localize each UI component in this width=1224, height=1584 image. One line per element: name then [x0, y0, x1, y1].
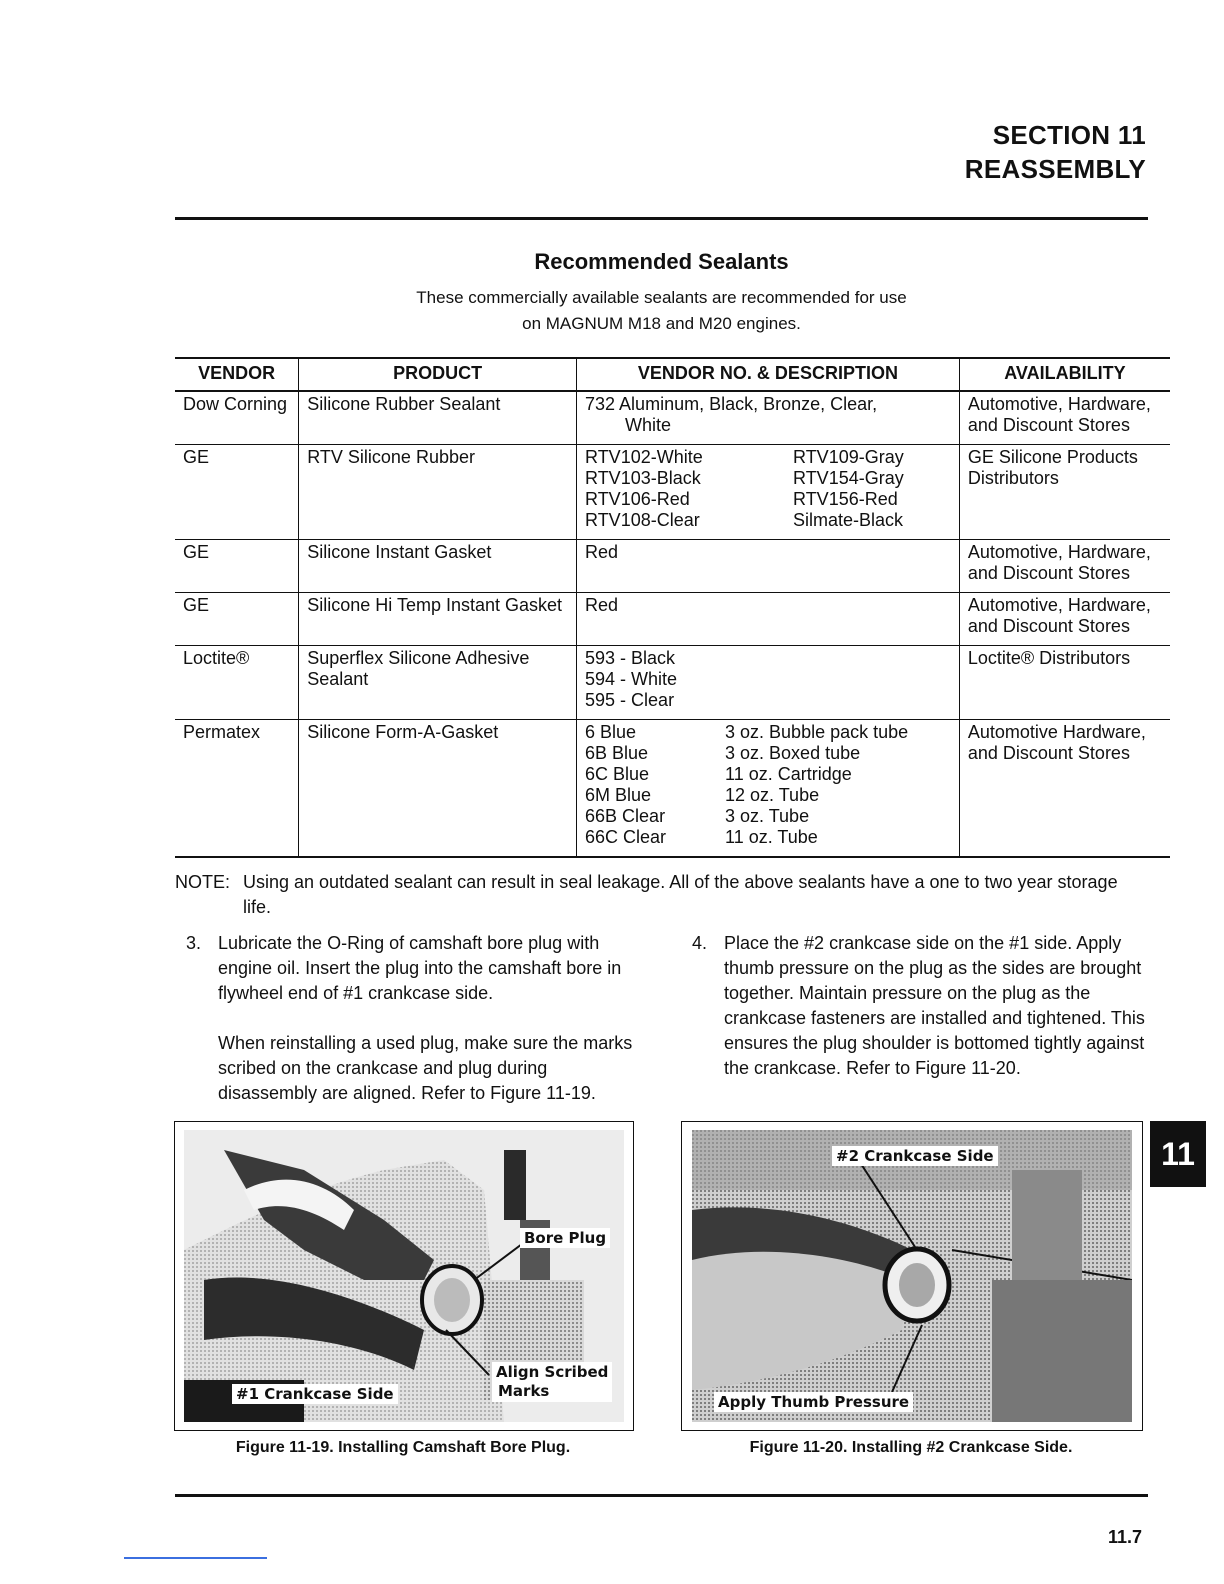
- section-title: REASSEMBLY: [964, 154, 1146, 184]
- column-header-description: VENDOR NO. & DESCRIPTION: [577, 358, 960, 391]
- table-row: [175, 445, 1170, 540]
- availability-cell: Automotive, Hardware, and Discount Stores: [959, 391, 1170, 445]
- product-cell: Silicone Hi Temp Instant Gasket: [299, 593, 577, 646]
- description-cell: RTV102-White RTV109-Gray RTV103-Black RTV154-Gray RTV106-Red RTV156-Red RTV108-Clear Silmate-Black: [577, 445, 960, 540]
- table-row: [175, 720, 1170, 858]
- edge-mark: [124, 1557, 267, 1559]
- step-paragraph: When reinstalling a used plug, make sure the marks scribed on the crankcase and plug during disassembly are aligned. Refer to Figure 11-19.: [218, 1033, 633, 1103]
- label-thumb-pressure: Apply Thumb Pressure: [714, 1392, 913, 1412]
- table-header-row: [175, 358, 1170, 391]
- sealants-table: [175, 357, 1170, 858]
- section-heading: [965, 118, 1146, 186]
- figure-caption: Figure 11-20. Installing #2 Crankcase Side.: [749, 1439, 1073, 1456]
- product-cell: Silicone Instant Gasket: [299, 540, 577, 593]
- availability-cell: Automotive, Hardware, and Discount Stores: [959, 593, 1170, 646]
- vendor-cell: GE: [175, 540, 299, 593]
- footer-rule: [175, 1494, 1148, 1497]
- table-row: [175, 540, 1170, 593]
- step-3: [186, 931, 636, 1106]
- section-number: SECTION 11: [992, 120, 1146, 150]
- vendor-cell: Dow Corning: [175, 391, 299, 445]
- availability-cell: Automotive, Hardware, and Discount Stores: [959, 540, 1170, 593]
- note-label: NOTE:: [175, 872, 231, 892]
- vendor-cell: Loctite®: [175, 646, 299, 720]
- product-cell: Silicone Form-A-Gasket: [299, 720, 577, 858]
- table-intro: These commercially available sealants are recommended for use on MAGNUM M18 and M20 engines.: [416, 288, 907, 333]
- description-cell: Red: [577, 540, 960, 593]
- header-rule: [175, 217, 1148, 220]
- column-header-availability: AVAILABILITY: [959, 358, 1170, 391]
- product-cell: RTV Silicone Rubber: [299, 445, 577, 540]
- page-number: 11.7: [1107, 1527, 1142, 1547]
- description-cell: 6 Blue 3 oz. Bubble pack tube 6B Blue 3 oz. Boxed tube 6C Blue 11 oz. Cartridge 6M Blue 12 oz. Tube 66B Clear 3 oz. Tube 66C Clear 11 oz. Tube: [577, 720, 960, 858]
- availability-cell: Automotive Hardware, and Discount Stores: [959, 720, 1170, 858]
- product-cell: Superflex Silicone Adhesive Sealant: [299, 646, 577, 720]
- column-header-product: PRODUCT: [299, 358, 577, 391]
- description-cell: 732 Aluminum, Black, Bronze, Clear, White: [577, 391, 960, 445]
- step-4: [692, 931, 1152, 1081]
- figure-caption: Figure 11-19. Installing Camshaft Bore Plug.: [235, 1439, 571, 1456]
- figure-11-20: [681, 1121, 1143, 1431]
- step-paragraph: Place the #2 crankcase side on the #1 side. Apply thumb pressure on the plug as the sides are brought together. Maintain pressure on the plug as the crankcase fasteners are installed and tightened. This ensures the plug shoulder is bottomed tightly against the crankcase. Refer to Figure 11-20.: [724, 933, 1145, 1078]
- step-number: 4.: [692, 933, 708, 953]
- availability-cell: GE Silicone Products Distributors: [959, 445, 1170, 540]
- table-row: [175, 593, 1170, 646]
- availability-cell: Loctite® Distributors: [959, 646, 1170, 720]
- description-cell: 593 - Black 594 - White 595 - Clear: [577, 646, 960, 720]
- step-number: 3.: [186, 933, 202, 953]
- table-row: [175, 391, 1170, 445]
- column-header-vendor: VENDOR: [175, 358, 299, 391]
- table-row: [175, 646, 1170, 720]
- vendor-cell: GE: [175, 445, 299, 540]
- storage-note: [175, 870, 1135, 920]
- vendor-cell: Permatex: [175, 720, 299, 858]
- figure-photo: [184, 1130, 624, 1422]
- section-tab-marker: 11: [1150, 1121, 1206, 1187]
- note-text: Using an outdated sealant can result in seal leakage. All of the above sealants have a one to two year storage life.: [243, 872, 1118, 917]
- label-align-marks: Align Scribed Marks: [492, 1362, 612, 1402]
- label-crankcase-2: #2 Crankcase Side: [832, 1146, 998, 1166]
- product-cell: Silicone Rubber Sealant: [299, 391, 577, 445]
- description-cell: Red: [577, 593, 960, 646]
- figure-11-19: [174, 1121, 634, 1431]
- step-paragraph: Lubricate the O-Ring of camshaft bore plug with engine oil. Insert the plug into the camshaft bore in flywheel end of #1 crankcase side.: [218, 933, 622, 1003]
- label-bore-plug: Bore Plug: [520, 1228, 610, 1248]
- table-title: Recommended Sealants: [534, 249, 789, 274]
- label-crankcase-1: #1 Crankcase Side: [232, 1384, 398, 1404]
- vendor-cell: GE: [175, 593, 299, 646]
- photo-illustration: [692, 1130, 1132, 1422]
- figure-photo: [692, 1130, 1132, 1422]
